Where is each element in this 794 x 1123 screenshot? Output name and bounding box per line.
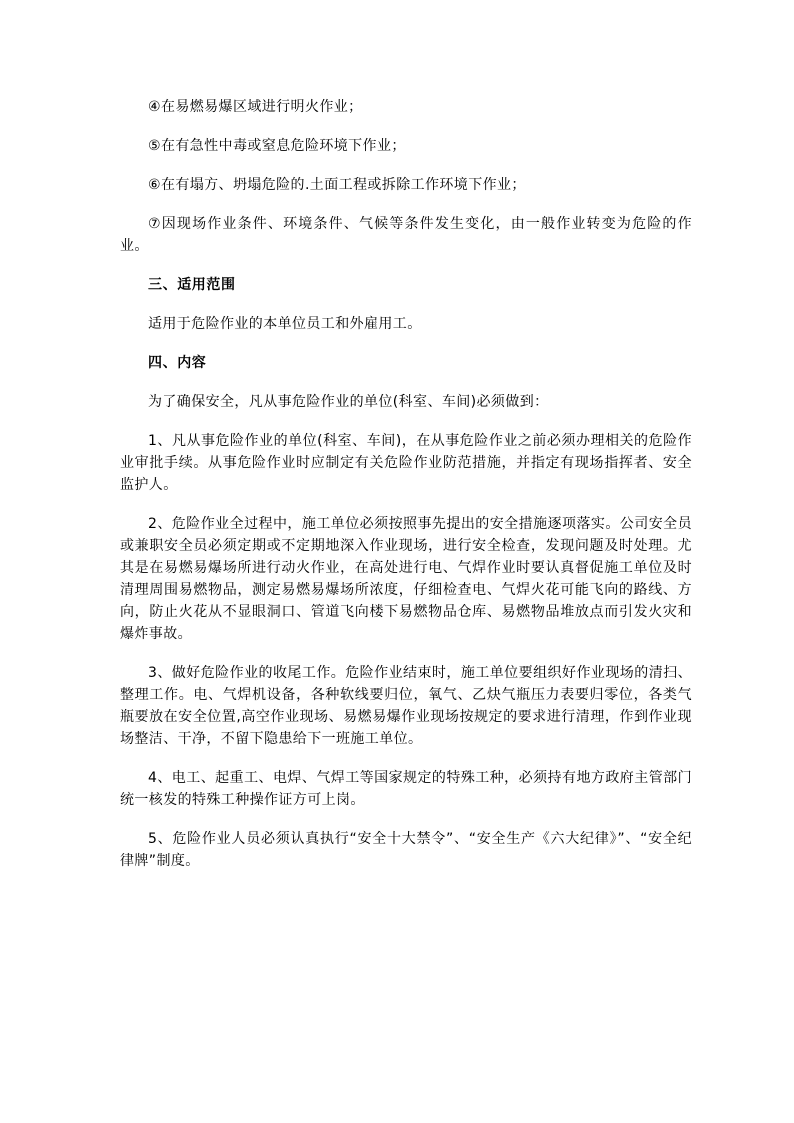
list-item-6: ⑥在有塌方、坍塌危险的.土面工程或拆除工作环境下作业；: [148, 177, 526, 193]
content-item-4: 4、电工、起重工、电焊、气焊工等国家规定的特殊工种，必须持有地方政府主管部门统一核发的特殊工种操作证方可上岗。: [120, 770, 692, 808]
section-4-intro: 为了确保安全，凡从事危险作业的单位(科室、车间)必须做到：: [148, 394, 549, 410]
list-item-4: ④在易燃易爆区域进行明火作业；: [148, 99, 363, 115]
section-4-heading: 四、内容: [148, 355, 207, 371]
content-item-2: 2、危险作业全过程中，施工单位必须按照事先提出的安全措施逐项落实。公司安全员或兼职安全员必须定期或不定期地深入作业现场，进行安全检查，发现问题及时处理。尤其是在易燃易爆场所进行动火作业，在高处进行电、气焊作业时要认真督促施工单位及时清理周围易燃物品，测定易燃易爆场所浓度，仔细检查电、气焊火花可能飞向的路线、方向，防止火花从不显眼洞口、管道飞向楼下易燃物品仓库、易燃物品堆放点而引发火灾和爆炸事故。: [120, 516, 692, 642]
list-item-7: ⑦因现场作业条件、环境条件、气候等条件发生变化，由一般作业转变为危险的作业。: [120, 216, 692, 254]
content-item-1: 1、凡从事危险作业的单位(科室、车间)，在从事危险作业之前必须办理相关的危险作业审批手续。从事危险作业时应制定有关危险作业防范措施，并指定有现场指挥者、安全监护人。: [120, 433, 692, 493]
section-3-body: 适用于危险作业的本单位员工和外雇用工。: [148, 316, 422, 332]
content-item-3: 3、做好危险作业的收尾工作。危险作业结束时，施工单位要组织好作业现场的清扫、整理工作。电、气焊机设备，各种软线要归位，氧气、乙炔气瓶压力表要归零位，各类气瓶要放在安全位置,高空作业现场、易燃易爆作业现场按规定的要求进行清理，作到作业现场整洁、干净，不留下隐患给下一班施工单位。: [120, 665, 692, 747]
document-body: [120, 96, 692, 872]
list-item-5: ⑤在有急性中毒或窒息危险环境下作业；: [148, 138, 406, 154]
content-item-5: 5、危险作业人员必须认真执行“安全十大禁令”、“安全生产《六大纪律》”、“安全纪律牌”制度。: [120, 831, 692, 869]
section-3-heading: 三、适用范围: [148, 277, 236, 293]
